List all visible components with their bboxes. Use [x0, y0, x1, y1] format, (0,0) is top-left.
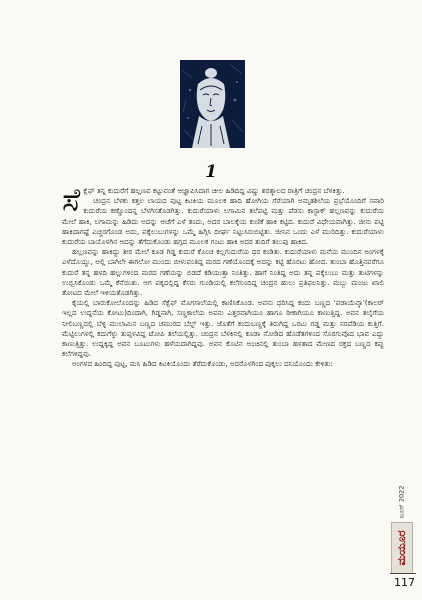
- buddha-head-illustration-icon: [180, 60, 245, 148]
- footer-divider: [390, 573, 416, 574]
- issue-date: ಜೂನ್ 2022: [397, 485, 406, 519]
- chapter-illustration: [180, 60, 245, 148]
- page-number: 117: [394, 576, 415, 589]
- paragraph: ಕೈಯಲ್ಲಿ ಬಾರುಕೋಲೊಂದನ್ನು ಹಿಡಿದ ಸೆಕ್ಷೆಫ್ ಮೊಗಸಾಲೆಯಲ್ಲಿ ಕಾಣಿಸಿಕೊಂಡ. ಅವನು ಧರಿಸಿದ್ದ ಕಂದು ಬಣ್ಣದ 'ಪಡಾಯೆವ್ಕಾ'(ಕಾಲರ್ ಇಲ್ಲದ ಉದ್ದನೆಯ ಕೋಟು)ದಿಂದಾಗಿ, ಗಿಡ್ಡನಾಗಿ, ಸಣ್ಣಕಾಲೆಯ ಅವನು ಎತ್ತರವಾಗಿಯೂ ಹಾಗೂ ಠೀಕಾಗಿಯೂ ಕಾಣುತ್ತಿದ್ದ. ಅವನ ತಲೈಗೆಯ ನೀಲಿಬಣ್ಣದಲ್ಲಿ ಬೆಳ್ಳಿ ಮುಲಾಮಿನ ಬಣ್ಣದ ಚಮುರದ ಬೆಲ್ಟ್ ಇತ್ತು. ಜೊತೆಗೆ ಕಂದುಬಣ್ಣಕ್ಕೆ ತಿರುಗಿದ್ದ ಒರಟು ಗಡ್ಡ ಮತ್ತು ನರಪೆಡಿಯ ಕುತ್ತಿಗೆ. ಮೆಟ್ಟಿಲುಗಳಲ್ಲಿ ಕದುಗೆಳ್ಳು ತುಪ್ಪಳವಿದ್ದ ಟೋಪಿ ತಲೆಯಲ್ಲಿತ್ತು. ಚಂದ್ರನ ಬೆಳಕಿನಲ್ಲಿ ಕೂಡಾ ನೋಡಿದ ಹೊಡೆತಗಳಿಂದ ಸೊರಗುವೊದ ಭಾವ ಎದ್ದು ಕಾಣುತ್ತಿತ್ತು. ಉದ್ದಕ್ಕಿದ್ದ ಅವನ ಬೂಟುಗಳು ಹಳೆಯದಾಗಿದ್ದವು. ಅವನ ಕೊಟಿನ ಅಂಚಿನಲ್ಲಿ ತುಂಬಾ ಹಳತಾದ ಮೇಣದ ರಕ್ತದ ಬಣ್ಣದ ಕಪ್ಪು ಕಲೆಗಳಿದ್ದವು.: [62, 298, 384, 359]
- drop-cap: ಸೆ: [62, 181, 81, 219]
- paragraph: ಚಂದ್ರನ ಬೆಳಕು ಕತ್ತಲ ಲಾಯದ ಪುಟ್ಟ ಕಿಟಕಿಯ ಮೂಲಕ ಹಾದಿ ಹೋಗಿಯ ಗೆರೆಯಾಗಿ ಅಮೃತಶಿಲೆಯ ಪ್ರಭೆಯೊಂದಿಗೆ ಸವಾರಿ ಕುದುರೆಯ ಕಣ್ಣೊಂದನ್ನ ಬೆಳಗಿಸತೊಡಗಿತ್ತು. ಕುದುರೆಯಾಳು ಲಗಾಮಿನ ತಲೆಪಟ್ಟಿ ಮತ್ತು ಪೆಡಸು ಕಾಸ್ಟಾಕ್ ಹಲ್ಲಣವನ್ನು ಕುದುರೆಯ ಮೇಲೆ ಹಾಕಿ, ಲಗಾಮನ್ನು ಹಿಡಿದು ಅದನ್ನು ಆಚೆಗೆ ಎಳೆ ತಂದು, ಅದರ ಬಾಲಕ್ಕೆಯ ಕುಣಿಕೆ ಹಾಕಿ ಕಟ್ಟಿದ. ಕುದುರೆ ವಿಧೇಯವಾಗಿತ್ತು. ಜೀನು ಪಟ್ಟಿ ಹಾಕಿದಾಗಷ್ಟೆ ಎಚ್ಚರಗೊಂಡ ಅದು, ಪಕ್ಕೆಲುಬುಗಳನ್ನು ಒಮ್ಮೆ ಹಿಗ್ಗಿಸಿ ದೀರ್ಘ ನಿಟ್ಟುಸಿರುಬಿಟ್ಟಿತು. ಜೀನಿನ ಒಂದು ಎಳೆ ಮುರಿದಿತ್ತು. ಕುದುರೆಯಾಳು ಕುದುರೆಯ ಬಾಯೊಳಗಿನ ಅದನ್ನು ತೆಗೆದುಕೊಂಡು ಹಗ್ಗದ ಮೂಲಕ ಗಂಟು ಹಾಕಿ ಅದರ ತುದಿಗೆ ತಲುಪು ಹಾಕಿದ.: [62, 196, 384, 247]
- paragraph: ಹಲ್ಲಣವನ್ನು ಹಾಕಿದ್ದು ತೀರ ಮೇಲೆ ಕೂಡ ಗಿಡ್ಡ ಕುದುರೆ ಕೊಂಚ ಕಲ್ಲಗುದುರೆಯ ಥರ ಕಂಡಿತು. ಕುದುರೆಯಾಳು ಮನೆಯ ಮುಂದಿನ ಅಂಗಳಕ್ಕೆ ಎಳೆದೊಯ್ದು, ಅಲ್ಲಿ ಬಾಗಿಲೇ ಈಗಲೋ ಮುಂದು ಬೀಳುವಂತಿದ್ದ ಮರದ ಗಣೆಯೊಂದಕ್ಕೆ ಅದನ್ನು ಕಟ್ಟಿ ಹೊರಟು ಹೋದ. ತುಂಬಾ ಹೊತ್ತಿನವರೆಗೂ ಕುದುರೆ ತನ್ನ ಹಳದಿ ಹಲ್ಲುಗಳಿಂದ ಮರದ ಗಣೆಯನ್ನು ಬಿಡದೆ ಕಡಿಯುತ್ತಾ ನಿಂತಿತ್ತು. ಹಾಗೆ ನಿಂತಿದ್ದ ಅದು ತನ್ನ ಪಕ್ಕೆಲುಬು ಮತ್ತು ತುಟಿಗಳನ್ನು ಉಬ್ಬಿಸಿಕೊಂಡು ಒಮ್ಮೆ ಕೆನೆಯಿತು. ಆಗ ಪಕ್ಕದಲ್ಲಿದ್ದ ಕೆಸರು ಗುಂಡಿಯಲ್ಲಿ ಕಲೆಗುಂದಿದ್ದ ಚಂದ್ರನ ಹುಲು ಪ್ರತಿಫಲನಿತ್ತು. ಮಬ್ಬು ಮಂಜು ಖಾಲಿ ತೋಟದ ಮೇಲೆ ಇಳಿಯತೊಡಗಿತ್ತು.: [62, 247, 384, 298]
- magazine-side-tag: [391, 478, 413, 574]
- chapter-number: 1: [205, 162, 217, 182]
- magazine-logo: ಮಯೂರ: [391, 522, 413, 574]
- paragraph: ಸೆಕ್ಷೆಫ್ ತನ್ನ ಕುದುರೆಗೆ ಹಲ್ಲಣವ ಕಟ್ಟುವಂತೆ ಆಜ್ಞಾಪಿಸಿದಾಗ ಚೀಲ ಹಿಡಿದಿದ್ದ ವಿಷ್ಣು ಶರತ್ಕಾಲದ ರಾತ್ರಿಗೆ ಚಂದ್ರನ ಬೆಳಕಿತ್ತು.: [62, 181, 345, 219]
- paragraph: ಅಂಗಳದ ಹಿಂದಿದ್ದ ಪುಟ್ಟ, ಮಸಿ ಹಿಡಿದ ಕಿಟಕಿಯೊಂದು ತೆರೆದುಕೊಂಡು, ಅದರೊಳಗಿಂದ ಪುಕ್ಕಲು ದನಿಯೊಂದು ಕೇಳಿತು:: [72, 359, 333, 369]
- story-text: [62, 181, 384, 370]
